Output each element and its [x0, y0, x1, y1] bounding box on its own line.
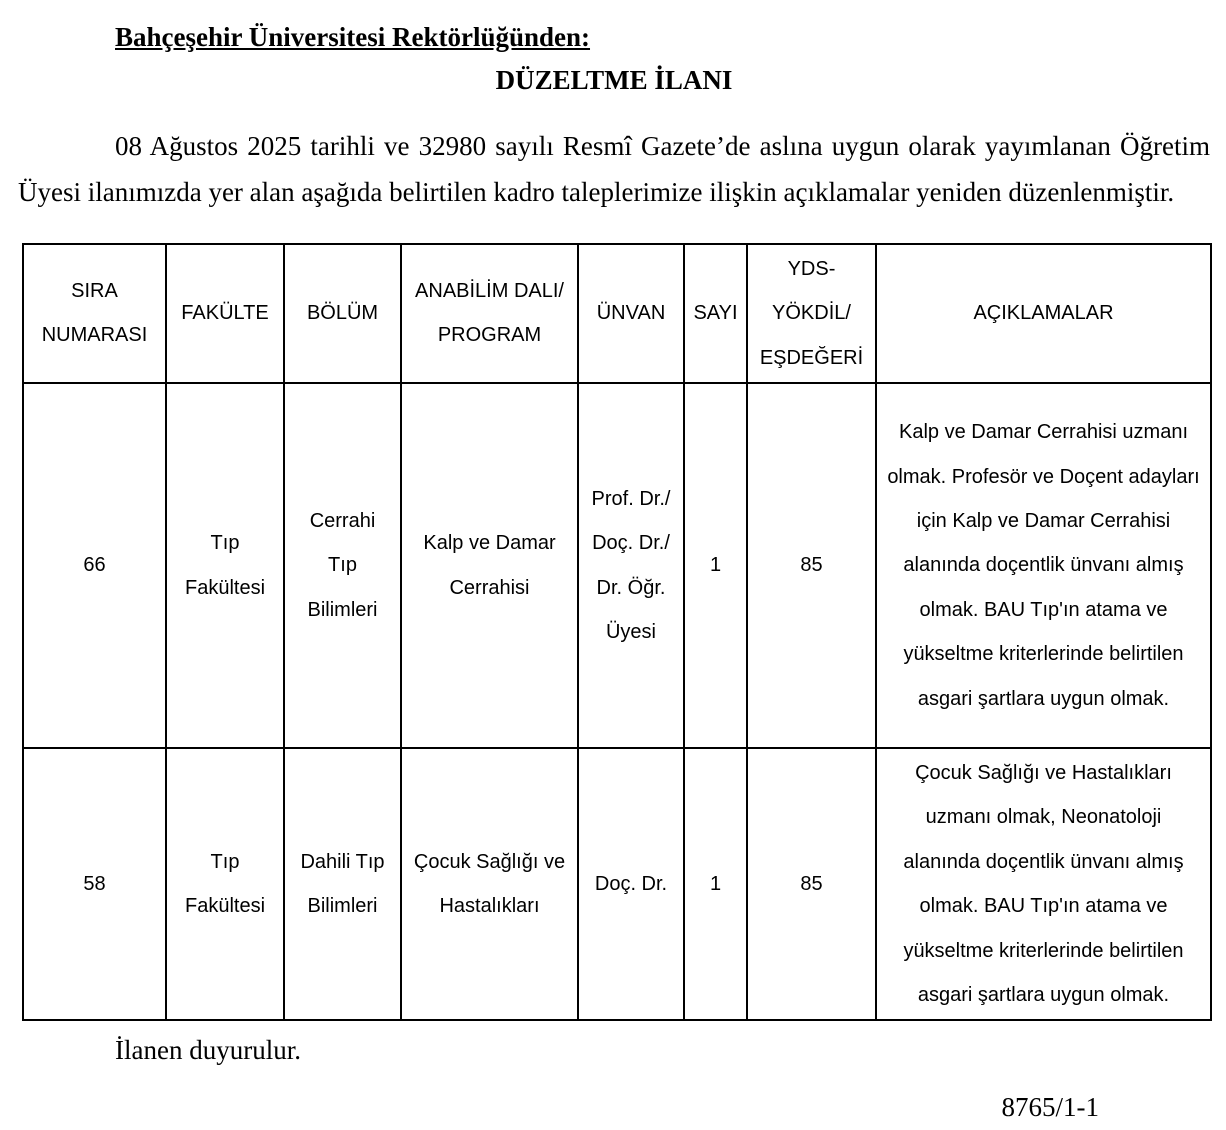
cell-unvan: Prof. Dr./ Doç. Dr./ Dr. Öğr. Üyesi: [578, 383, 684, 748]
header-aciklamalar: AÇIKLAMALAR: [876, 244, 1211, 383]
cell-yds: 85: [747, 748, 876, 1020]
cell-anabilim-dali: Kalp ve Damar Cerrahisi: [401, 383, 578, 748]
table-row: [23, 748, 1211, 1020]
cell-aciklamalar: Kalp ve Damar Cerrahisi uzmanı olmak. Profesör ve Doçent adayları için Kalp ve Damar Cerrahisi alanında doçentlik ünvanı almış olmak. BAU Tıp'ın atama ve yükseltme kriterlerinde belirtilen asgari şartlara uygun olmak.: [876, 383, 1211, 748]
footer-note: İlanen duyurulur.: [115, 1035, 301, 1066]
cell-aciklamalar: Çocuk Sağlığı ve Hastalıkları uzmanı olmak, Neonatoloji alanında doçentlik ünvanı almış olmak. BAU Tıp'ın atama ve yükseltme kriterlerinde belirtilen asgari şartlara uygun olmak.: [876, 748, 1211, 1020]
header-sayi: SAYI: [684, 244, 747, 383]
cell-yds: 85: [747, 383, 876, 748]
cell-sayi: 1: [684, 748, 747, 1020]
header-sira-numarasi: SIRA NUMARASI: [23, 244, 166, 383]
header-anabilim-dali: ANABİLİM DALI/ PROGRAM: [401, 244, 578, 383]
intro-paragraph: 08 Ağustos 2025 tarihli ve 32980 sayılı Resmî Gazete’de aslına uygun olarak yayımlanan Öğretim Üyesi ilanımızda yer alan aşağıda belirtilen kadro taleplerimize ilişkin açıklamalar yeniden düzenlenmiştir.: [18, 131, 1210, 208]
header-fakulte: FAKÜLTE: [166, 244, 284, 383]
cell-sira-numarasi: 66: [23, 383, 166, 748]
header-bolum: BÖLÜM: [284, 244, 401, 383]
reference-number: 8765/1-1: [1001, 1092, 1099, 1123]
positions-table: [22, 243, 1212, 1022]
header-unvan: ÜNVAN: [578, 244, 684, 383]
cell-bolum: Dahili Tıp Bilimleri: [284, 748, 401, 1020]
table-row: [23, 383, 1211, 748]
table-header-row: [23, 244, 1211, 383]
header-yds-yokdil: YDS- YÖKDİL/ EŞDEĞERİ: [747, 244, 876, 383]
cell-anabilim-dali: Çocuk Sağlığı ve Hastalıkları: [401, 748, 578, 1020]
document-heading: Bahçeşehir Üniversitesi Rektörlüğünden:: [115, 22, 591, 52]
cell-fakulte: Tıp Fakültesi: [166, 383, 284, 748]
cell-bolum: Cerrahi Tıp Bilimleri: [284, 383, 401, 748]
cell-unvan: Doç. Dr.: [578, 748, 684, 1020]
cell-fakulte: Tıp Fakültesi: [166, 748, 284, 1020]
cell-sayi: 1: [684, 383, 747, 748]
cell-sira-numarasi: 58: [23, 748, 166, 1020]
page-title: DÜZELTME İLANI: [495, 65, 733, 95]
